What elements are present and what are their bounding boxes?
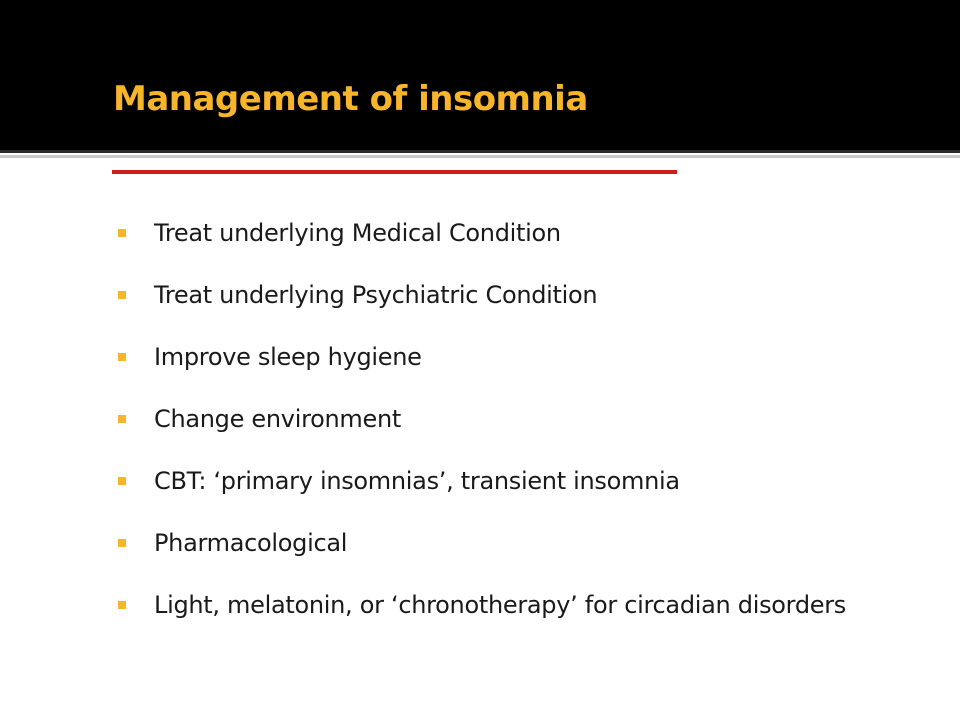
header-divider-dark	[0, 150, 960, 153]
square-bullet-icon	[118, 353, 126, 361]
bullet-text: Change environment	[154, 405, 401, 433]
bullet-item	[118, 399, 898, 439]
square-bullet-icon	[118, 291, 126, 299]
square-bullet-icon	[118, 601, 126, 609]
bullet-text: CBT: ‘primary insomnias’, transient insomnia	[154, 467, 680, 495]
bullet-text: Light, melatonin, or ‘chronotherapy’ for circadian disorders	[154, 591, 846, 619]
bullet-list	[118, 213, 898, 647]
square-bullet-icon	[118, 539, 126, 547]
header-divider-light	[0, 155, 960, 158]
title-underline	[112, 170, 677, 174]
square-bullet-icon	[118, 229, 126, 237]
bullet-text: Treat underlying Medical Condition	[154, 219, 561, 247]
slide-title: Management of insomnia	[113, 79, 588, 119]
bullet-item	[118, 523, 898, 563]
bullet-item	[118, 585, 898, 625]
title-band	[0, 0, 960, 150]
bullet-text: Improve sleep hygiene	[154, 343, 422, 371]
bullet-text: Treat underlying Psychiatric Condition	[154, 281, 598, 309]
bullet-item	[118, 275, 898, 315]
square-bullet-icon	[118, 477, 126, 485]
bullet-item	[118, 213, 898, 253]
square-bullet-icon	[118, 415, 126, 423]
bullet-text: Pharmacological	[154, 529, 348, 557]
bullet-item	[118, 337, 898, 377]
bullet-item	[118, 461, 898, 501]
